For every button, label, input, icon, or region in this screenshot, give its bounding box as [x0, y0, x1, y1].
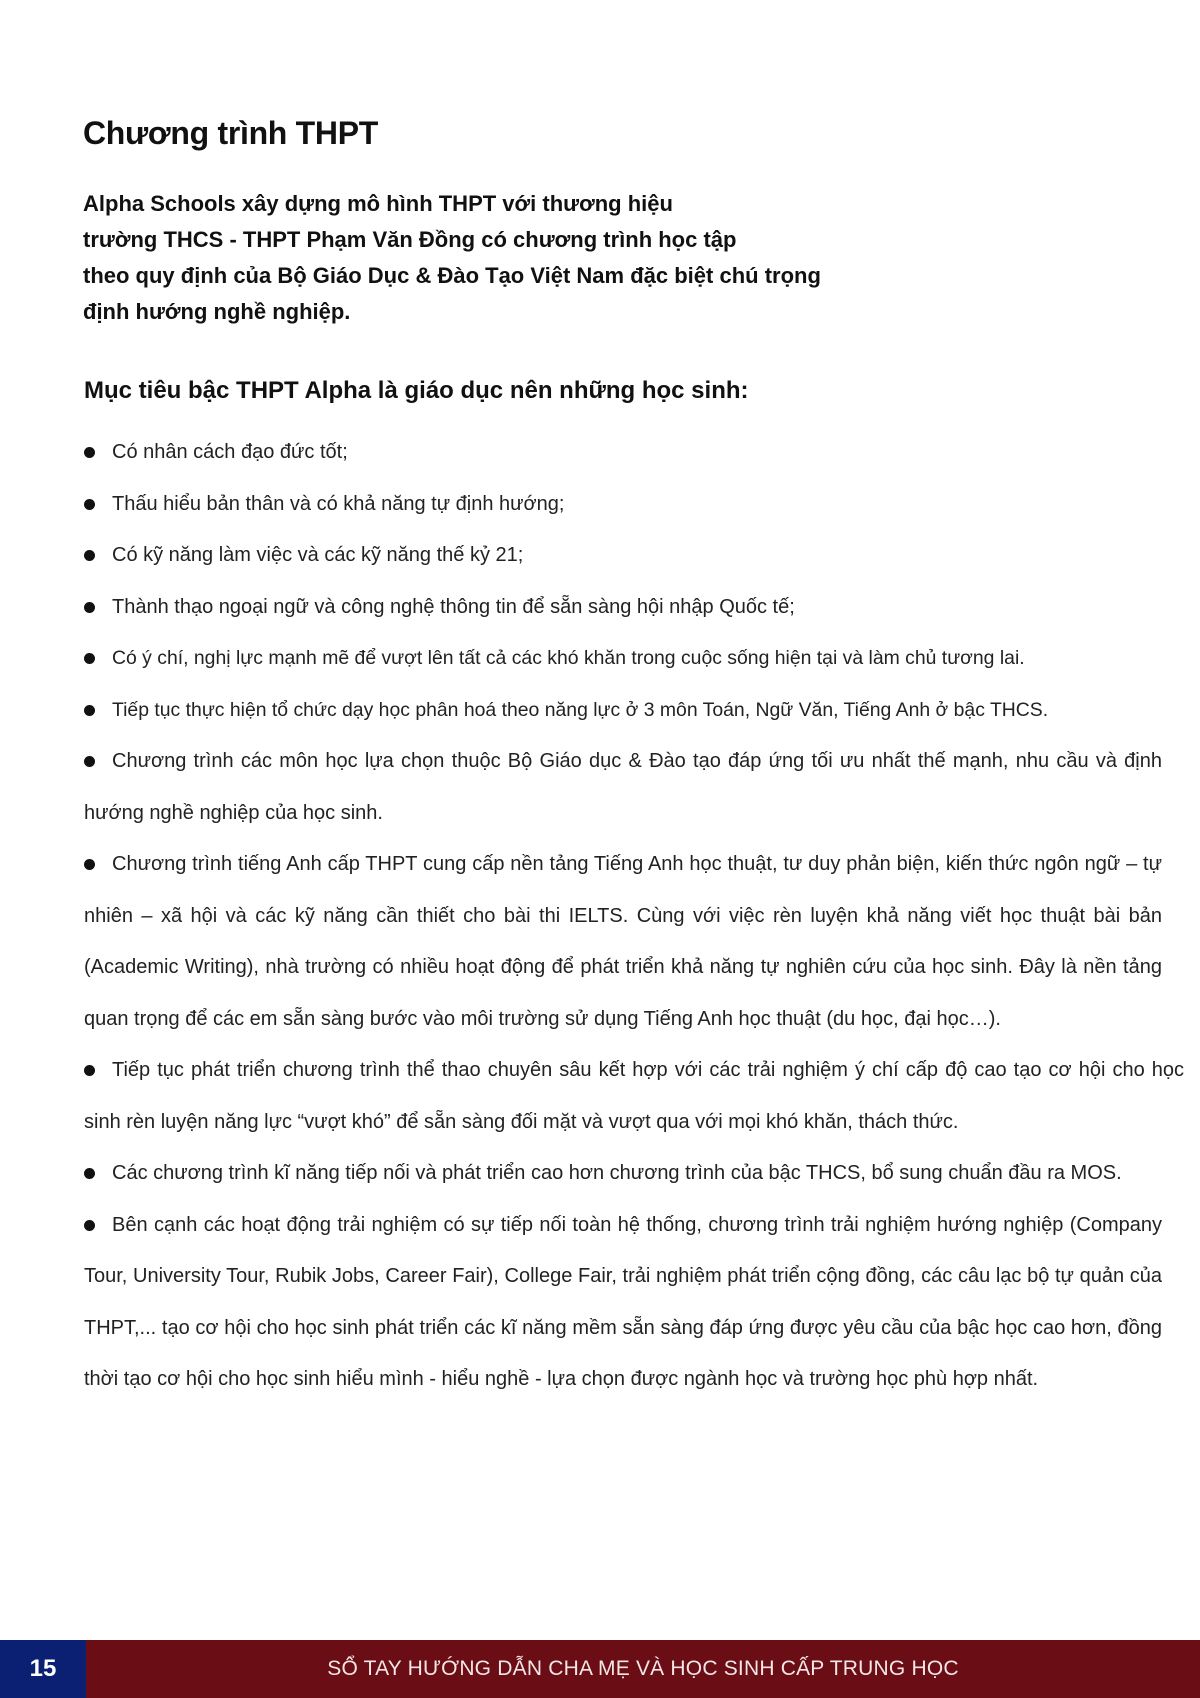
bullet-icon: [84, 447, 95, 458]
bullet-icon: [84, 859, 95, 870]
list-item: [84, 1148, 1162, 1200]
list-item: [84, 839, 1162, 1045]
bullet-icon: [84, 705, 95, 716]
list-item-text: Có kỹ năng làm việc và các kỹ năng thế kỷ 21;: [112, 544, 524, 566]
intro-line: theo quy định của Bộ Giáo Dục & Đào Tạo Việt Nam đặc biệt chú trọng: [83, 263, 821, 288]
list-item-text: Tiếp tục thực hiện tổ chức dạy học phân hoá theo năng lực ở 3 môn Toán, Ngữ Văn, Tiếng Anh ở bậc THCS.: [112, 698, 1049, 721]
list-item: [84, 582, 1184, 634]
bullet-icon: [84, 756, 95, 767]
list-item-text: Thấu hiểu bản thân và có khả năng tự định hướng;: [112, 492, 565, 515]
bullet-icon: [84, 1168, 95, 1179]
page-title: Chương trình THPT: [83, 115, 378, 151]
list-item-text: Có nhân cách đạo đức tốt;: [112, 441, 348, 463]
bullet-icon: [84, 653, 95, 664]
list-item: [84, 1200, 1162, 1406]
bullet-icon: [84, 602, 95, 613]
intro-line: trường THCS - THPT Phạm Văn Đồng có chương trình học tập: [83, 227, 737, 252]
page-footer: [0, 1640, 1200, 1698]
list-item: [84, 1045, 1184, 1148]
list-item: [84, 479, 1184, 531]
list-item: [84, 736, 1162, 839]
footer-title: SỔ TAY HƯỚNG DẪN CHA MẸ VÀ HỌC SINH CẤP TRUNG HỌC: [86, 1640, 1200, 1698]
list-item: [84, 427, 1184, 479]
goals-heading: Mục tiêu bậc THPT Alpha là giáo dục nên những học sinh:: [84, 377, 749, 404]
page-number: 15: [0, 1640, 86, 1698]
intro-line: định hướng nghề nghiệp.: [83, 299, 351, 324]
list-item: [84, 685, 1184, 737]
list-item-text: Chương trình tiếng Anh cấp THPT cung cấp nền tảng Tiếng Anh học thuật, tư duy phản biện, kiến thức ngôn ngữ – tự nhiên – xã hội và các kỹ năng cần thiết cho bài thi IELTS. Cùng với việc rèn luyện khả năng viết học thuật bài bản (Academic Writing), nhà trường có nhiều hoạt động để phát triển khả năng tự nghiên cứu của học sinh. Đây là nền tảng quan trọng để các em sẵn sàng bước vào môi trường sử dụng Tiếng Anh học thuật (du học, đại học…).: [84, 853, 1162, 1030]
bullet-icon: [84, 550, 95, 561]
bullet-icon: [84, 499, 95, 510]
bullet-icon: [84, 1220, 95, 1231]
list-item-text: Tiếp tục phát triển chương trình thể thao chuyên sâu kết hợp với các trải nghiệm ý chí cấp độ cao tạo cơ hội cho học sinh rèn luyện năng lực “vượt khó” để sẵn sàng đối mặt và vượt qua với mọi khó khăn, thách thức.: [84, 1059, 1184, 1133]
list-item-text: Chương trình các môn học lựa chọn thuộc Bộ Giáo dục & Đào tạo đáp ứng tối ưu nhất thế mạnh, nhu cầu và định hướng nghề nghiệp của học sinh.: [84, 750, 1162, 824]
intro-line: Alpha Schools xây dựng mô hình THPT với thương hiệu: [83, 191, 673, 216]
list-item-text: Thành thạo ngoại ngữ và công nghệ thông tin để sẵn sàng hội nhập Quốc tế;: [112, 595, 795, 618]
intro-paragraph: [83, 186, 983, 330]
list-item-text: Bên cạnh các hoạt động trải nghiệm có sự tiếp nối toàn hệ thống, chương trình trải nghiệm hướng nghiệp (Company Tour, University Tour, Rubik Jobs, Career Fair), College Fair, trải nghiệm phát triển cộng đồng, các câu lạc bộ tự quản của THPT,... tạo cơ hội cho học sinh phát triển các kĩ năng mềm sẵn sàng đáp ứng được yêu cầu của bậc học cao hơn, đồng thời tạo cơ hội cho học sinh hiểu mình - hiểu nghề - lựa chọn được ngành học và trường học phù hợp nhất.: [84, 1213, 1162, 1390]
list-item: [84, 633, 1184, 685]
goals-list: [84, 427, 1184, 1406]
bullet-icon: [84, 1065, 95, 1076]
list-item-text: Có ý chí, nghị lực mạnh mẽ để vượt lên tất cả các khó khăn trong cuộc sống hiện tại và làm chủ tương lai.: [112, 647, 1025, 669]
list-item-text: Các chương trình kĩ năng tiếp nối và phát triển cao hơn chương trình của bậc THCS, bổ sung chuẩn đầu ra MOS.: [112, 1162, 1122, 1184]
list-item: [84, 530, 1184, 582]
